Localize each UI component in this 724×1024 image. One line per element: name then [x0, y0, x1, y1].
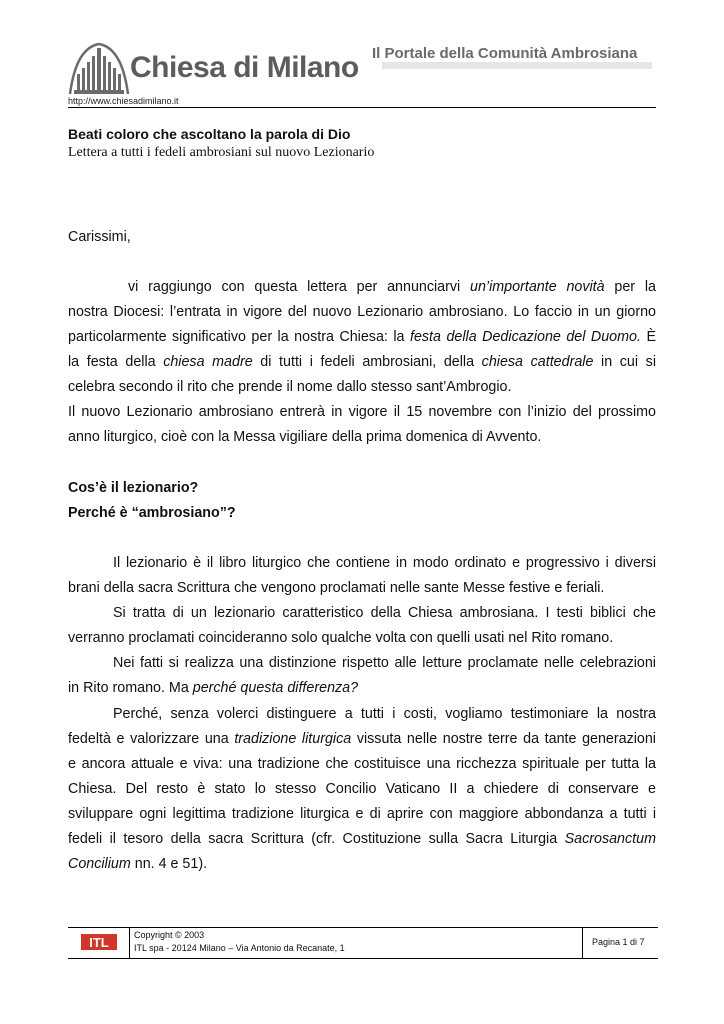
footer-copyright: Copyright © 2003 — [134, 930, 205, 940]
paragraph-line: brani della sacra Scrittura che vengono proclamati nelle sante Messe festive e feriali. — [68, 580, 605, 596]
paragraph-line: Concilium nn. 4 e 51). — [68, 856, 208, 872]
paragraph-line: nostra Diocesi: l’entrata in vigore del nuovo Lezionario ambrosiano. Lo faccio in un giorno — [68, 304, 656, 320]
greeting: Carissimi, — [68, 229, 131, 245]
document-title: Beati coloro che ascoltano la parola di Dio — [68, 126, 351, 142]
paragraph-line: celebra secondo il rito che prende il nome dallo stesso sant’Ambrogio. — [68, 379, 512, 395]
section-heading: Perché è “ambrosiano”? — [68, 505, 236, 521]
paragraph-line: e ancora attuale e viva: una tradizione che costituisce una ricchezza spirituale per tutta la — [68, 756, 656, 772]
document-subtitle: Lettera a tutti i fedeli ambrosiani sul nuovo Lezionario — [68, 145, 375, 160]
portal-tagline: Il Portale della Comunità Ambrosiana — [372, 45, 638, 62]
paragraph-line: verranno proclamati coincideranno solo qualche volta con quelli usati nel Rito romano. — [68, 630, 614, 646]
paragraph-line: Il lezionario è il libro liturgico che contiene in modo ordinato e progressivo i diversi — [113, 555, 656, 571]
page-number: Pagina 1 di 7 — [592, 937, 645, 947]
paragraph-line: vi raggiungo con questa lettera per annunciarvi un’importante novità per la — [128, 279, 656, 295]
paragraph-line: fedeli il tesoro della sacra Scrittura (cfr. Costituzione sulla Sacra Liturgia Sacrosanctum — [68, 831, 656, 847]
brand-name: Chiesa di Milano — [130, 51, 359, 84]
section-heading: Cos’è il lezionario? — [68, 480, 199, 496]
paragraph-line: anno liturgico, cioè con la Messa vigiliare della prima domenica di Avvento. — [68, 429, 542, 445]
paragraph-line: in Rito romano. Ma perché questa differenza? — [68, 680, 359, 696]
cathedral-logo-icon — [68, 40, 130, 96]
paragraph-line: Il nuovo Lezionario ambrosiano entrerà in vigore il 15 novembre con l’inizio del prossimo — [68, 404, 656, 420]
paragraph-line: Nei fatti si realizza una distinzione rispetto alle letture proclamate nelle celebrazioni — [113, 655, 656, 671]
footer-divider — [129, 927, 130, 959]
paragraph-line: sviluppare ogni legittima tradizione liturgica e di aprire con maggiore abbondanza a tutti i — [68, 806, 656, 822]
paragraph-line: la festa della chiesa madre di tutti i fedeli ambrosiani, della chiesa cattedrale in cui si — [68, 354, 656, 370]
footer-divider — [582, 927, 583, 959]
paragraph-line: particolarmente significativo per la nostra Chiesa: la festa della Dedicazione del Duomo. È — [68, 329, 656, 345]
header-divider — [68, 107, 656, 108]
footer-address: ITL spa - 20124 Milano – Via Antonio da Recanate, 1 — [134, 943, 345, 953]
itl-logo-text: ITL — [89, 935, 109, 950]
paragraph-line: Perché, senza volerci distinguere a tutti i costi, vogliamo testimoniare la nostra — [113, 706, 656, 722]
paragraph-line: Si tratta di un lezionario caratteristico della Chiesa ambrosiana. I testi biblici che — [113, 605, 656, 621]
footer-top-rule — [68, 927, 658, 928]
itl-logo-icon — [81, 932, 117, 952]
paragraph-line: Chiesa. Del resto è stato lo stesso Concilio Vaticano II a chiedere di conservare e — [68, 781, 656, 797]
site-url-link[interactable]: http://www.chiesadimilano.it — [68, 96, 179, 106]
tagline-reflection — [372, 58, 662, 74]
paragraph-line: fedeltà e valorizzare una tradizione liturgica vissuta nelle nostre terre da tante generazioni — [68, 731, 656, 747]
footer-bottom-rule — [68, 958, 658, 959]
